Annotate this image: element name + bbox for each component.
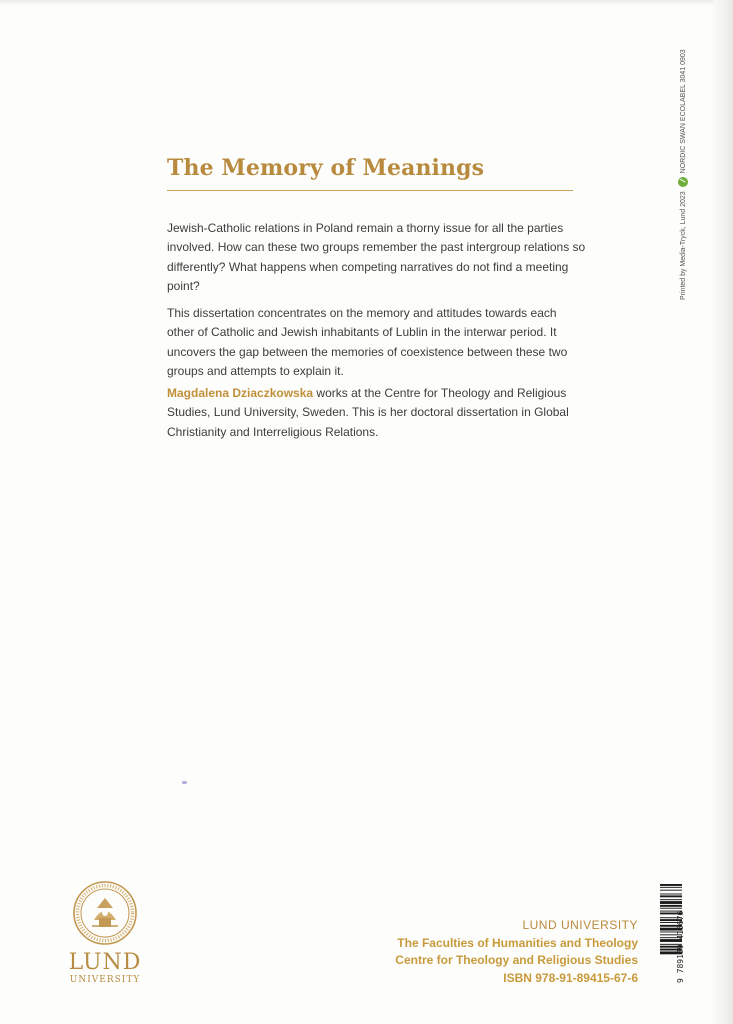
ink-smudge <box>182 781 187 784</box>
author-bio-text: works at the Centre for Theology and Religious Studies, Lund University, Sweden. This is her doctoral dissertation in Global Christianity and Interreligious Relations. <box>167 386 569 439</box>
printer-text: Printed by Media-Tryck, Lund 2023 <box>679 191 687 300</box>
book-title: The Memory of Meanings <box>167 155 485 181</box>
author-bio-paragraph <box>167 384 587 442</box>
barcode-bar <box>660 894 682 895</box>
imprint-faculties: The Faculties of Humanities and Theology <box>397 935 638 950</box>
logo-wordmark-lund: LUND <box>68 950 142 975</box>
barcode-bar <box>660 884 682 886</box>
barcode-digits: 9 789189 415676 <box>676 910 685 983</box>
barcode-bar <box>660 890 682 891</box>
imprint-university: LUND UNIVERSITY <box>522 918 638 932</box>
swan-ecolabel-icon <box>678 177 688 187</box>
barcode-bar <box>660 901 682 904</box>
title-underline <box>167 190 573 191</box>
barcode-bar <box>660 908 682 909</box>
imprint-isbn: ISBN 978-91-89415-67-6 <box>503 970 638 985</box>
blurb-paragraph-2: This dissertation concentrates on the memory and attitudes towards each other of Catholic and Jewish inhabitants of Lublin in the interwar period. It uncovers the gap between the memories of coexistence between these two groups and attempts to explain it. <box>167 306 568 379</box>
barcode-bar <box>660 905 682 907</box>
imprint-centre: Centre for Theology and Religious Studies <box>395 953 638 967</box>
author-name: Magdalena Dziaczkowska <box>167 386 314 400</box>
barcode-bar <box>660 887 682 888</box>
blurb-paragraph-1: Jewish-Catholic relations in Poland remain a thorny issue for all the parties involved. How can these two groups remember the past intergroup relations so differently? What happens when competing narratives do not find a meeting point? <box>167 221 586 294</box>
logo-wordmark-university: UNIVERSITY <box>69 975 141 985</box>
publisher-imprint <box>395 917 638 987</box>
ecolabel-text: NORDIC SWAN ECOLABEL 3041 0903 <box>679 49 687 174</box>
barcode-bar <box>660 899 682 900</box>
lund-university-logo <box>60 880 150 985</box>
lund-university-seal-icon <box>72 880 138 946</box>
printer-imprint-vertical <box>678 49 688 300</box>
barcode-bar <box>660 895 682 897</box>
